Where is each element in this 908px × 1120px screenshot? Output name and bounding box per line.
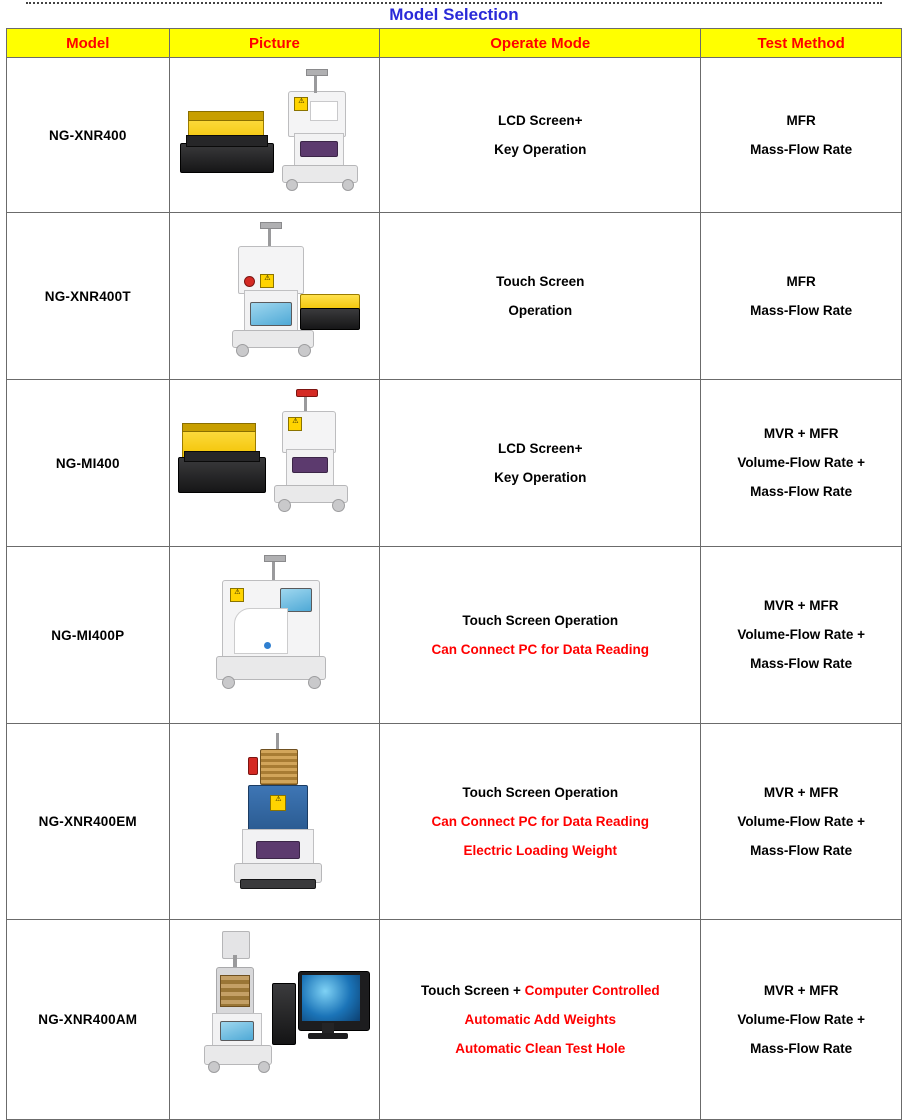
mode-line: LCD Screen+ (498, 112, 583, 128)
test-line: MVR + MFR (763, 982, 839, 998)
table-header-row (7, 29, 902, 58)
model-selection-table (6, 28, 902, 1120)
test-line: Mass-Flow Rate (750, 302, 853, 318)
mode-line (388, 981, 692, 1001)
operate-mode (380, 58, 701, 213)
column-header-operate-mode: Operate Mode (380, 29, 701, 58)
mode-line-highlight: Electric Loading Weight (463, 842, 618, 858)
document-page (0, 2, 908, 1070)
mode-line: Key Operation (494, 141, 587, 157)
table-row (7, 58, 902, 213)
automatic-melt-flow-indexer-with-computer-illustration (176, 927, 372, 1113)
test-line: Mass-Flow Rate (750, 656, 853, 671)
mode-line-highlight: Can Connect PC for Data Reading (431, 641, 650, 657)
mode-text-black: Touch Screen + (420, 982, 525, 998)
mode-line: Operation (508, 302, 573, 318)
table-row (7, 213, 902, 380)
operate-mode (380, 547, 701, 724)
mode-line: Touch Screen (496, 273, 585, 289)
test-method (701, 724, 902, 920)
table-row (7, 920, 902, 1120)
mode-line: Key Operation (494, 469, 587, 485)
test-line: Mass-Flow Rate (750, 842, 853, 858)
mode-line: Touch Screen Operation (462, 784, 619, 800)
melt-flow-indexer-touch-screen-illustration: ⚠ (176, 220, 372, 372)
model-name: NG-XNR400T (7, 213, 170, 380)
test-line: MVR + MFR (763, 598, 839, 613)
mode-line: Touch Screen Operation (462, 612, 619, 628)
test-line: MFR (786, 273, 816, 289)
product-image (169, 380, 380, 547)
melt-index-tester-with-toolcase-illustration: ⚠ (176, 387, 372, 539)
test-method (701, 213, 902, 380)
table-row (7, 547, 902, 724)
test-line: Volume-Flow Rate + (737, 627, 865, 642)
column-header-model: Model (7, 29, 170, 58)
test-line: Mass-Flow Rate (750, 141, 853, 157)
melt-flow-indexer-with-toolcase-illustration: ⚠ (176, 65, 372, 205)
operate-mode (380, 724, 701, 920)
test-line: MVR + MFR (763, 784, 839, 800)
product-image (169, 724, 380, 920)
operate-mode (380, 920, 701, 1120)
model-name: NG-XNR400AM (7, 920, 170, 1120)
mode-line-highlight: Automatic Clean Test Hole (455, 1040, 626, 1056)
model-name: NG-MI400P (7, 547, 170, 724)
model-name: NG-MI400 (7, 380, 170, 547)
product-image (169, 58, 380, 213)
product-image (169, 547, 380, 724)
product-image (169, 213, 380, 380)
test-line: Volume-Flow Rate + (737, 1011, 865, 1027)
page-title: Model Selection (389, 5, 519, 24)
mode-line: LCD Screen+ (498, 440, 583, 456)
test-line: MFR (786, 112, 816, 128)
mode-line-highlight: Can Connect PC for Data Reading (431, 813, 650, 829)
top-divider (26, 2, 882, 4)
model-name: NG-XNR400EM (7, 724, 170, 920)
product-image (169, 920, 380, 1120)
test-line: Mass-Flow Rate (750, 484, 853, 499)
test-line: MVR + MFR (763, 426, 839, 441)
melt-index-tester-pc-connect-illustration: ⚠ (176, 554, 372, 716)
test-method (701, 58, 902, 213)
melt-flow-indexer-electric-loading-weight-illustration: ⚠ (176, 731, 372, 913)
operate-mode (380, 213, 701, 380)
test-line: Volume-Flow Rate + (737, 455, 865, 470)
test-line: Mass-Flow Rate (750, 1040, 853, 1056)
table-row (7, 380, 902, 547)
column-header-picture: Picture (169, 29, 380, 58)
mode-text-highlight: Computer Controlled (524, 982, 660, 998)
test-method (701, 547, 902, 724)
column-header-test-method: Test Method (701, 29, 902, 58)
model-name: NG-XNR400 (7, 58, 170, 213)
test-method (701, 380, 902, 547)
test-line: Volume-Flow Rate + (737, 813, 865, 829)
operate-mode (380, 380, 701, 547)
mode-line-highlight: Automatic Add Weights (464, 1011, 617, 1027)
test-method (701, 920, 902, 1120)
table-row (7, 724, 902, 920)
